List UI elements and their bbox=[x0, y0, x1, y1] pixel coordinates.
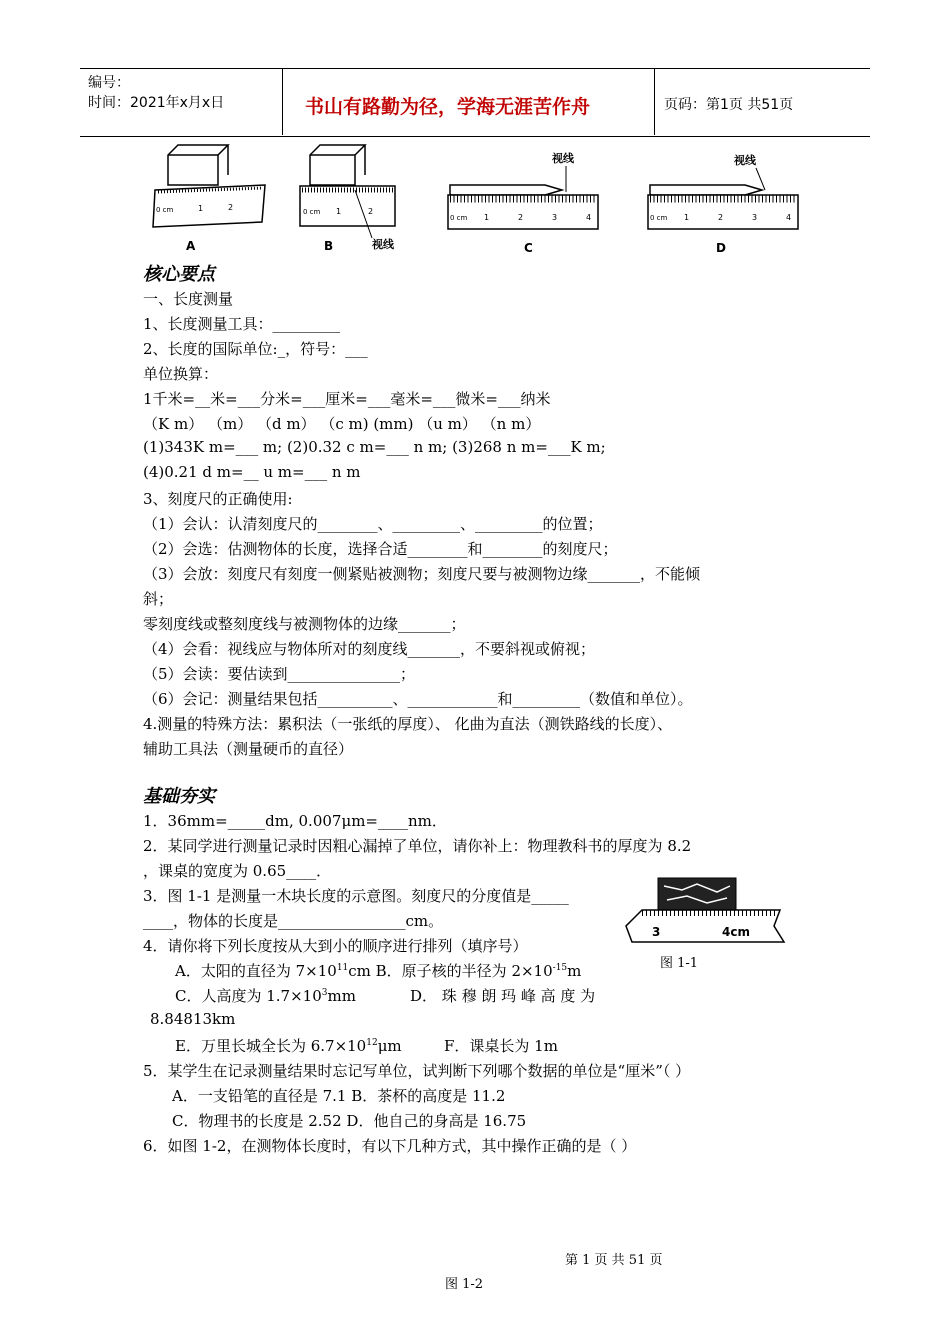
ruler-unit-label: 0 cm bbox=[450, 214, 468, 222]
ruler-unit-label: 0 cm bbox=[156, 206, 174, 214]
ruler-unit-label: 0 cm bbox=[650, 214, 668, 222]
figure-1-1 bbox=[622, 876, 792, 948]
question-4: 4．请你将下列长度按从大到小的顺序进行排列（填序号） bbox=[143, 937, 528, 955]
ruler-figure-d bbox=[648, 153, 798, 255]
question-5-options-ab: A．一支铅笔的直径是 7.1 B．茶杯的高度是 11.2 bbox=[172, 1087, 506, 1105]
ruler-unit-label: 0 cm bbox=[303, 208, 321, 216]
core-point-line: 2、长度的国际单位:_，符号：___ bbox=[143, 340, 368, 358]
ruler-tick-label: 2 bbox=[718, 213, 724, 222]
footer-page-number: 第 1 页 共 51 页 bbox=[565, 1253, 663, 1268]
question-2: 2．某同学进行测量记录时因粗心漏掉了单位，请你补上：物理教科书的厚度为 8.2 bbox=[143, 837, 692, 855]
question-3-cont: ____，物体的长度是_________________cm。 bbox=[143, 912, 444, 930]
ruler-tick-label: 4 bbox=[786, 213, 792, 222]
ruler-tick-label: 2 bbox=[228, 203, 234, 212]
ruler-tick-label: 4 bbox=[586, 213, 592, 222]
figure-rulers bbox=[150, 140, 810, 260]
ruler-tick-label: 3 bbox=[752, 213, 758, 222]
header-page: 页码：第1页 共51页 bbox=[664, 97, 794, 113]
core-point-line: 1、长度测量工具：_________ bbox=[143, 315, 341, 333]
header-motto: 书山有路勤为径，学海无涯苦作舟 bbox=[305, 96, 591, 118]
question-4-option-e: E．万里长城全长为 $6.7\times 10^{12}\mu m$ bbox=[175, 1037, 402, 1055]
sight-label: 视线 bbox=[552, 152, 574, 165]
core-point-line: （1）会认：认清刻度尺的________、_________、_________的位置； bbox=[143, 515, 603, 533]
fig11-tick-label: 3 bbox=[652, 925, 661, 939]
question-2-cont: ，课桌的宽度为 0.65____． bbox=[143, 862, 332, 880]
question-5-options-cd: C．物理书的长度是 2.52 D．他自己的身高是 16.75 bbox=[172, 1112, 527, 1130]
figure-label-d: D bbox=[716, 241, 726, 255]
fig11-tick-label: 4cm bbox=[722, 925, 750, 939]
question-4-option-d-cont: 8.84813km bbox=[150, 1010, 236, 1028]
core-point-line: （3）会放：刻度尺有刻度一侧紧贴被测物；刻度尺要与被测物边缘_______，不能倾 bbox=[143, 565, 701, 583]
core-point-line: 4.测量的特殊方法：累积法（一张纸的厚度）、 化曲为直法（测铁路线的长度）、 bbox=[143, 715, 673, 733]
core-point-line: (4)0.21 d m=__ u m=___ n m bbox=[143, 463, 361, 481]
section-title-basics: 基础夯实 bbox=[143, 786, 215, 807]
question-4-option-c: C．人高度为 $1.7\times 10^3mm$ bbox=[175, 987, 356, 1005]
ruler-tick-label: 1 bbox=[336, 207, 342, 216]
question-1: 1．36mm=_____dm, 0.007μm=____nm． bbox=[143, 812, 447, 830]
figure-label-b: B bbox=[324, 239, 334, 253]
core-point-line: 零刻度线或整刻度线与被测物体的边缘_______； bbox=[143, 615, 466, 633]
core-point-line: 一、长度测量 bbox=[143, 290, 234, 308]
section-title-core: 核心要点 bbox=[143, 264, 215, 285]
figure-label-c: C bbox=[524, 241, 533, 255]
core-point-line: 斜； bbox=[143, 590, 174, 608]
ruler-tick-label: 2 bbox=[518, 213, 524, 222]
core-point-line: （K m） （m） （d m） （c m) (mm) （u m） （n m） bbox=[143, 415, 541, 433]
figure-1-1-caption: 图 1-1 bbox=[660, 956, 699, 971]
question-4-option-f: F．课桌长为 1m bbox=[444, 1037, 558, 1055]
core-point-line: （2）会选：估测物体的长度，选择合适________和________的刻度尺； bbox=[143, 540, 618, 558]
core-point-line: 1千米=__米=___分米=___厘米=___毫米=___微米=___纳米 bbox=[143, 390, 551, 408]
sight-label: 视线 bbox=[372, 238, 394, 251]
header-divider bbox=[282, 68, 283, 135]
question-3: 3．图 1-1 是测量一木块长度的示意图。刻度尺的分度值是_____ bbox=[143, 887, 569, 905]
figure-label-a: A bbox=[186, 239, 196, 253]
core-point-line: （5）会读：要估读到_______________； bbox=[143, 665, 416, 683]
core-point-line: （4）会看：视线应与物体所对的刻度线_______，不要斜视或俯视； bbox=[143, 640, 596, 658]
core-point-line: （6）会记：测量结果包括__________、____________和_________（数值和单位）。 bbox=[143, 690, 693, 708]
question-4-option-d: D． 珠 穆 朗 玛 峰 高 度 为 bbox=[410, 987, 596, 1005]
core-point-line: (1)343K m=___ m; (2)0.32 c m=___ n m; (3)268 n m=___K m; bbox=[143, 438, 606, 456]
header-time: 时间：2021年x月x日 bbox=[88, 95, 225, 111]
question-5: 5．某学生在记录测量结果时忘记写单位，试判断下列哪个数据的单位是“厘米”（ ） bbox=[143, 1062, 691, 1080]
figure-1-2-caption: 图 1-2 bbox=[445, 1277, 484, 1292]
ruler-figure-a bbox=[153, 145, 265, 253]
sight-label: 视线 bbox=[734, 154, 756, 167]
header-number: 编号： bbox=[88, 75, 130, 91]
ruler-tick-label: 3 bbox=[552, 213, 558, 222]
question-4-option-ab: A．太阳的直径为 $7\times 10^{11}cm$ B．原子核的半径为 $2\times 10^{-15}m$ bbox=[175, 962, 582, 980]
ruler-figure-b bbox=[300, 145, 395, 253]
ruler-tick-label: 2 bbox=[368, 207, 374, 216]
ruler-figure-c bbox=[448, 151, 598, 255]
header-divider bbox=[654, 68, 655, 135]
ruler-tick-label: 1 bbox=[198, 204, 204, 213]
core-point-line: 3、刻度尺的正确使用: bbox=[143, 490, 293, 508]
ruler-tick-label: 1 bbox=[484, 213, 490, 222]
question-6: 6．如图 1-2，在测物体长度时，有以下几种方式，其中操作正确的是（ ） bbox=[143, 1137, 637, 1155]
core-point-line: 单位换算： bbox=[143, 365, 219, 383]
core-point-line: 辅助工具法（测量硬币的直径） bbox=[143, 740, 354, 758]
ruler-tick-label: 1 bbox=[684, 213, 690, 222]
